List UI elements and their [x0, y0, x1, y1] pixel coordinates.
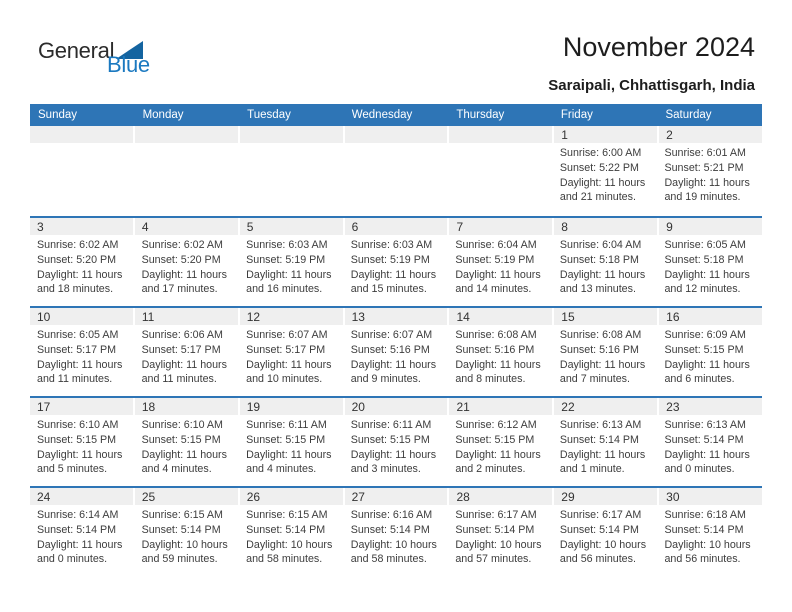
day-daylight1: Daylight: 11 hours: [350, 448, 437, 461]
week-row: [30, 306, 762, 396]
day-daylight2: and 7 minutes.: [559, 373, 630, 386]
day-daylight2: and 5 minutes.: [37, 463, 108, 476]
day-daylight1: Daylight: 11 hours: [559, 448, 646, 461]
day-number: [343, 126, 448, 143]
day-daylight1: Daylight: 11 hours: [559, 268, 646, 281]
day-number: 22: [552, 398, 657, 415]
day-cell: [657, 143, 762, 205]
day-sunset: Sunset: 5:16 PM: [350, 343, 430, 356]
day-cell: [553, 143, 658, 205]
day-sunrise: Sunrise: 6:05 AM: [37, 329, 119, 341]
day-cell: [448, 235, 553, 297]
day-cell: [239, 235, 344, 297]
day-cell: [135, 235, 240, 297]
day-number: 25: [133, 488, 238, 505]
day-sunrise: Sunrise: 6:03 AM: [246, 239, 328, 251]
day-sunset: Sunset: 5:15 PM: [37, 433, 117, 446]
day-sunrise: Sunrise: 6:14 AM: [37, 509, 119, 521]
day-sunset: Sunset: 5:20 PM: [37, 253, 117, 266]
day-number: [30, 126, 133, 143]
day-cell: [239, 415, 344, 477]
day-daylight1: Daylight: 10 hours: [141, 538, 228, 551]
day-number: 30: [657, 488, 762, 505]
day-sunrise: Sunrise: 6:07 AM: [246, 329, 328, 341]
weekday-label-wednesday: Wednesday: [351, 109, 413, 121]
day-cell: [239, 505, 344, 567]
day-sunrise: Sunrise: 6:12 AM: [455, 419, 537, 431]
day-number: 26: [238, 488, 343, 505]
day-daylight2: and 0 minutes.: [664, 463, 735, 476]
page-subtitle: Saraipali, Chhattisgarh, India: [548, 77, 755, 94]
day-number: 23: [657, 398, 762, 415]
weekday-label-sunday: Sunday: [38, 109, 78, 121]
weekday-label-thursday: Thursday: [456, 109, 505, 121]
day-sunset: Sunset: 5:15 PM: [246, 433, 326, 446]
day-sunrise: Sunrise: 6:10 AM: [37, 419, 119, 431]
day-sunrise: Sunrise: 6:15 AM: [246, 509, 328, 521]
day-sunset: Sunset: 5:22 PM: [559, 161, 639, 174]
day-cell: [553, 415, 658, 477]
day-daylight2: and 6 minutes.: [664, 373, 735, 386]
day-sunset: Sunset: 5:14 PM: [246, 523, 326, 536]
day-sunrise: Sunrise: 6:02 AM: [141, 239, 223, 251]
day-cell: [448, 325, 553, 387]
day-number: 1: [552, 126, 657, 143]
day-daylight2: and 59 minutes.: [141, 553, 218, 566]
day-sunset: Sunset: 5:18 PM: [559, 253, 639, 266]
day-daylight1: Daylight: 11 hours: [664, 268, 750, 281]
day-number: 13: [343, 308, 448, 325]
day-sunset: Sunset: 5:17 PM: [141, 343, 221, 356]
day-sunset: Sunset: 5:17 PM: [37, 343, 117, 356]
day-number: 15: [552, 308, 657, 325]
day-sunrise: Sunrise: 6:08 AM: [559, 329, 642, 341]
day-daylight1: Daylight: 11 hours: [664, 176, 750, 189]
day-daylight2: and 4 minutes.: [246, 463, 317, 476]
weekday-label-saturday: Saturday: [665, 109, 712, 121]
day-daylight1: Daylight: 10 hours: [246, 538, 333, 551]
weekday-header: [30, 104, 762, 126]
day-daylight2: and 15 minutes.: [350, 283, 427, 296]
day-daylight2: and 3 minutes.: [350, 463, 421, 476]
day-sunrise: Sunrise: 6:17 AM: [559, 509, 642, 521]
day-sunrise: Sunrise: 6:08 AM: [455, 329, 537, 341]
day-cell: [553, 235, 658, 297]
day-number: 18: [133, 398, 238, 415]
week-row: [30, 486, 762, 576]
day-number: 11: [133, 308, 238, 325]
day-number: 7: [447, 218, 552, 235]
day-cell: [657, 235, 762, 297]
day-number: [447, 126, 552, 143]
day-cell: [657, 415, 762, 477]
day-sunrise: Sunrise: 6:10 AM: [141, 419, 223, 431]
day-sunset: Sunset: 5:15 PM: [350, 433, 430, 446]
day-cell: [344, 235, 449, 297]
day-daylight2: and 10 minutes.: [246, 373, 323, 386]
day-number: 8: [552, 218, 657, 235]
day-cell: [344, 505, 449, 567]
day-sunrise: Sunrise: 6:07 AM: [350, 329, 433, 341]
day-number: 4: [133, 218, 238, 235]
day-sunrise: Sunrise: 6:09 AM: [664, 329, 746, 341]
day-sunset: Sunset: 5:14 PM: [664, 433, 744, 446]
day-daylight1: Daylight: 10 hours: [455, 538, 542, 551]
day-daylight2: and 56 minutes.: [559, 553, 636, 566]
day-daylight1: Daylight: 11 hours: [37, 358, 123, 371]
day-number: 21: [447, 398, 552, 415]
week-row: [30, 126, 762, 216]
week-row: [30, 396, 762, 486]
day-cell: [239, 325, 344, 387]
page-title: November 2024: [562, 32, 755, 62]
day-daylight1: Daylight: 11 hours: [141, 448, 227, 461]
day-number: 19: [238, 398, 343, 415]
day-daylight2: and 4 minutes.: [141, 463, 212, 476]
day-sunrise: Sunrise: 6:13 AM: [664, 419, 746, 431]
day-sunset: Sunset: 5:19 PM: [350, 253, 430, 266]
day-number: 16: [657, 308, 762, 325]
day-daylight2: and 17 minutes.: [141, 283, 218, 296]
calendar-weeks: [30, 126, 762, 576]
day-daylight1: Daylight: 11 hours: [455, 448, 541, 461]
day-daylight1: Daylight: 11 hours: [350, 268, 437, 281]
day-daylight1: Daylight: 10 hours: [559, 538, 647, 551]
day-sunrise: Sunrise: 6:04 AM: [559, 239, 642, 251]
day-sunset: Sunset: 5:19 PM: [246, 253, 326, 266]
day-sunrise: Sunrise: 6:03 AM: [350, 239, 433, 251]
day-sunrise: Sunrise: 6:06 AM: [141, 329, 223, 341]
day-sunrise: Sunrise: 6:15 AM: [141, 509, 223, 521]
day-daylight1: Daylight: 10 hours: [350, 538, 437, 551]
weekday-label-monday: Monday: [142, 109, 184, 121]
day-daylight2: and 16 minutes.: [246, 283, 323, 296]
day-sunrise: Sunrise: 6:11 AM: [350, 419, 432, 431]
day-cell: [135, 143, 240, 205]
day-cell: [30, 415, 135, 477]
day-daylight1: Daylight: 11 hours: [455, 268, 541, 281]
day-daylight2: and 18 minutes.: [37, 283, 114, 296]
day-sunset: Sunset: 5:14 PM: [455, 523, 535, 536]
day-number: 10: [30, 308, 133, 325]
day-cell: [553, 505, 658, 567]
day-daylight1: Daylight: 10 hours: [664, 538, 751, 551]
day-sunset: Sunset: 5:14 PM: [664, 523, 744, 536]
day-daylight2: and 58 minutes.: [246, 553, 323, 566]
day-number: 27: [343, 488, 448, 505]
day-number: 17: [30, 398, 133, 415]
week-row: [30, 216, 762, 306]
day-sunrise: Sunrise: 6:05 AM: [664, 239, 746, 251]
day-cell: [30, 143, 135, 205]
day-number: 5: [238, 218, 343, 235]
day-sunrise: Sunrise: 6:01 AM: [664, 147, 746, 159]
day-sunrise: Sunrise: 6:18 AM: [664, 509, 746, 521]
day-sunset: Sunset: 5:15 PM: [141, 433, 221, 446]
day-sunset: Sunset: 5:20 PM: [141, 253, 221, 266]
day-sunrise: Sunrise: 6:00 AM: [559, 147, 642, 159]
day-sunset: Sunset: 5:14 PM: [559, 433, 639, 446]
day-sunset: Sunset: 5:14 PM: [141, 523, 221, 536]
day-number: 24: [30, 488, 133, 505]
day-sunrise: Sunrise: 6:11 AM: [246, 419, 327, 431]
logo: [38, 40, 158, 75]
day-sunset: Sunset: 5:14 PM: [37, 523, 117, 536]
day-cell: [344, 325, 449, 387]
day-daylight1: Daylight: 11 hours: [246, 358, 332, 371]
day-daylight2: and 12 minutes.: [664, 283, 741, 296]
day-number: 9: [657, 218, 762, 235]
day-daylight1: Daylight: 11 hours: [141, 358, 227, 371]
day-number: 28: [447, 488, 552, 505]
day-number: 12: [238, 308, 343, 325]
day-number: [238, 126, 343, 143]
day-daylight2: and 11 minutes.: [141, 373, 217, 386]
day-daylight2: and 14 minutes.: [455, 283, 532, 296]
day-daylight1: Daylight: 11 hours: [664, 358, 750, 371]
day-cell: [30, 235, 135, 297]
day-daylight1: Daylight: 11 hours: [350, 358, 437, 371]
logo-text-general: General: [38, 38, 115, 63]
day-cell: [657, 505, 762, 567]
day-cell: [239, 143, 344, 205]
day-sunset: Sunset: 5:15 PM: [664, 343, 744, 356]
day-daylight2: and 0 minutes.: [37, 553, 108, 566]
day-sunset: Sunset: 5:14 PM: [350, 523, 430, 536]
day-sunset: Sunset: 5:19 PM: [455, 253, 535, 266]
day-sunset: Sunset: 5:16 PM: [559, 343, 639, 356]
day-sunset: Sunset: 5:15 PM: [455, 433, 535, 446]
day-cell: [448, 143, 553, 205]
day-number: 14: [447, 308, 552, 325]
weekday-label-tuesday: Tuesday: [247, 109, 291, 121]
day-number: 6: [343, 218, 448, 235]
day-daylight2: and 19 minutes.: [664, 191, 741, 204]
day-daylight2: and 57 minutes.: [455, 553, 532, 566]
day-daylight2: and 56 minutes.: [664, 553, 741, 566]
day-cell: [135, 505, 240, 567]
day-daylight2: and 21 minutes.: [559, 191, 636, 204]
day-sunrise: Sunrise: 6:17 AM: [455, 509, 537, 521]
day-daylight1: Daylight: 11 hours: [37, 538, 123, 551]
day-sunrise: Sunrise: 6:02 AM: [37, 239, 119, 251]
day-sunrise: Sunrise: 6:16 AM: [350, 509, 433, 521]
day-cell: [135, 415, 240, 477]
weekday-label-friday: Friday: [560, 109, 593, 121]
day-daylight2: and 11 minutes.: [37, 373, 113, 386]
day-cell: [344, 415, 449, 477]
day-sunset: Sunset: 5:21 PM: [664, 161, 744, 174]
day-daylight1: Daylight: 11 hours: [37, 268, 123, 281]
day-daylight2: and 13 minutes.: [559, 283, 636, 296]
day-sunset: Sunset: 5:18 PM: [664, 253, 744, 266]
day-cell: [30, 505, 135, 567]
day-number: 29: [552, 488, 657, 505]
day-number: 2: [657, 126, 762, 143]
day-daylight2: and 58 minutes.: [350, 553, 427, 566]
day-daylight2: and 9 minutes.: [350, 373, 421, 386]
logo-text-blue: Blue: [107, 52, 150, 77]
day-sunset: Sunset: 5:16 PM: [455, 343, 535, 356]
day-cell: [135, 325, 240, 387]
day-daylight1: Daylight: 11 hours: [141, 268, 227, 281]
day-sunrise: Sunrise: 6:04 AM: [455, 239, 537, 251]
day-daylight2: and 2 minutes.: [455, 463, 526, 476]
day-cell: [344, 143, 449, 205]
day-sunrise: Sunrise: 6:13 AM: [559, 419, 642, 431]
day-daylight1: Daylight: 11 hours: [559, 176, 646, 189]
day-cell: [553, 325, 658, 387]
day-number: 3: [30, 218, 133, 235]
day-cell: [448, 505, 553, 567]
day-daylight2: and 8 minutes.: [455, 373, 526, 386]
day-daylight1: Daylight: 11 hours: [246, 268, 332, 281]
day-cell: [448, 415, 553, 477]
day-sunset: Sunset: 5:14 PM: [559, 523, 639, 536]
day-daylight2: and 1 minute.: [559, 463, 625, 476]
day-daylight1: Daylight: 11 hours: [664, 448, 750, 461]
day-cell: [657, 325, 762, 387]
day-daylight1: Daylight: 11 hours: [246, 448, 332, 461]
day-cell: [30, 325, 135, 387]
day-number: [133, 126, 238, 143]
day-sunset: Sunset: 5:17 PM: [246, 343, 326, 356]
day-daylight1: Daylight: 11 hours: [559, 358, 646, 371]
calendar: [30, 104, 762, 576]
day-number: 20: [343, 398, 448, 415]
day-daylight1: Daylight: 11 hours: [455, 358, 541, 371]
day-daylight1: Daylight: 11 hours: [37, 448, 123, 461]
